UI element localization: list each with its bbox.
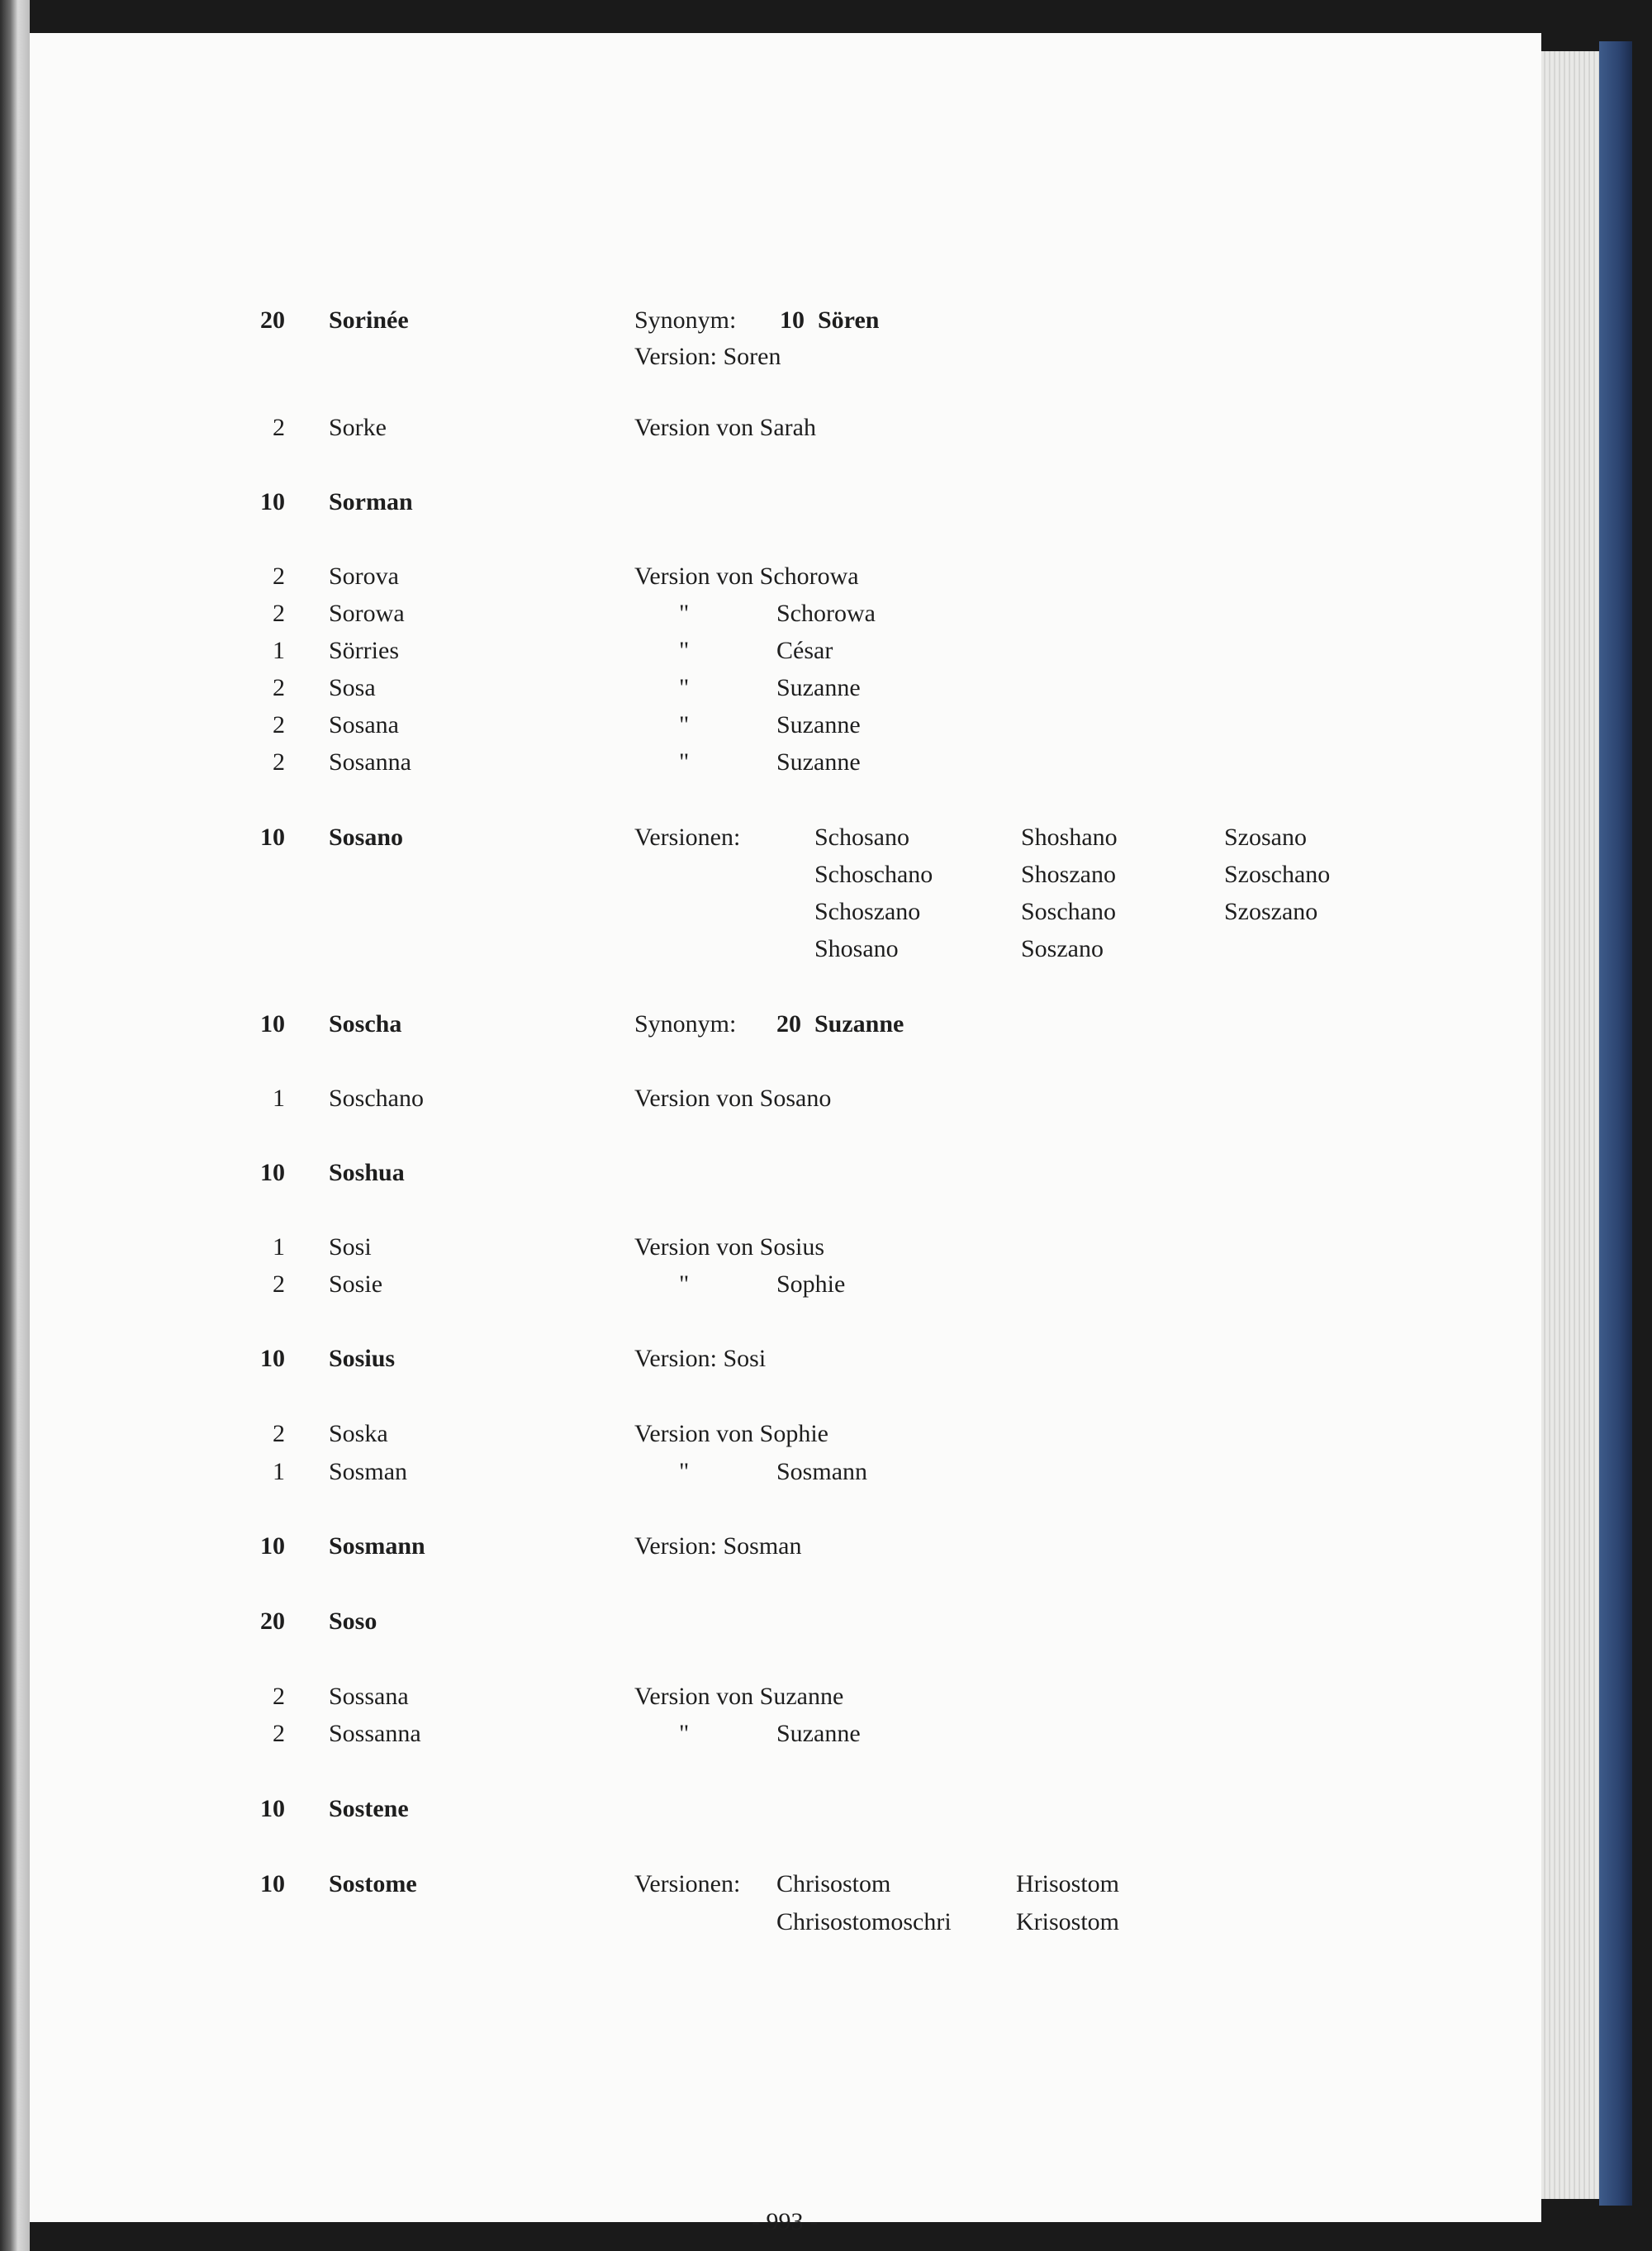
entry-row	[0, 1605, 1652, 1638]
ditto-mark: "	[679, 711, 690, 738]
entry-row	[0, 1231, 1652, 1264]
entry-reference: Schorowa	[776, 600, 876, 627]
entry-row	[0, 1418, 1652, 1451]
entry-reference: Suzanne	[776, 1720, 861, 1747]
version-item: Chrisostomoschri	[776, 1908, 952, 1935]
entry-info: Version von Sophie	[634, 1420, 828, 1447]
entry-reference: Suzanne	[776, 674, 861, 701]
synonym-label: Synonym:	[634, 306, 737, 334]
entry-number: 10	[260, 1795, 285, 1822]
entry-number: 2	[273, 1420, 285, 1447]
entry-row	[0, 486, 1652, 519]
entry-number: 2	[273, 1683, 285, 1710]
entry-name: Soschano	[329, 1085, 424, 1112]
entry-name: Sosi	[329, 1233, 372, 1261]
entry-name: Sorinée	[329, 306, 409, 334]
entry-name: Sorke	[329, 414, 387, 441]
entry-name: Sosanna	[329, 748, 411, 776]
versions-row	[0, 895, 1652, 928]
entry-row	[0, 1680, 1652, 1713]
entry-number: 1	[273, 637, 285, 664]
entry-name: Sosmann	[329, 1532, 425, 1560]
entry-name: Sossana	[329, 1683, 409, 1710]
entry-number: 1	[273, 1458, 285, 1485]
versions-row	[0, 1906, 1652, 1939]
entry-row	[0, 1530, 1652, 1563]
versions-label: Versionen:	[634, 1870, 741, 1897]
entry-number: 2	[273, 748, 285, 776]
entry-row	[0, 304, 1652, 337]
version-item: Soszano	[1021, 935, 1104, 962]
entry-row	[0, 1268, 1652, 1301]
entry-row	[0, 1082, 1652, 1115]
entry-number: 2	[273, 600, 285, 627]
entry-info: Version von Schorowa	[634, 563, 859, 590]
version-item: Szoschano	[1224, 861, 1331, 888]
entry-row	[0, 597, 1652, 630]
entry-number: 10	[260, 824, 285, 851]
entry-row	[0, 1008, 1652, 1041]
synonym-number: 10	[780, 306, 805, 334]
entry-name: Sorowa	[329, 600, 405, 627]
entry-number: 2	[273, 1270, 285, 1298]
version-item: Krisostom	[1016, 1908, 1120, 1935]
entry-row	[0, 1156, 1652, 1190]
entry-row	[0, 560, 1652, 593]
entry-number: 10	[260, 1159, 285, 1186]
entry-name: Sorova	[329, 563, 399, 590]
entry-number: 10	[260, 1532, 285, 1560]
entry-name: Sosie	[329, 1270, 383, 1298]
entry-number: 2	[273, 563, 285, 590]
version-text: Version: Soren	[634, 343, 781, 370]
entry-row-continuation	[0, 340, 1652, 373]
ditto-mark: "	[679, 1270, 690, 1298]
entry-info: Version von Suzanne	[634, 1683, 844, 1710]
entry-row	[0, 1717, 1652, 1750]
entry-row	[0, 672, 1652, 705]
entry-info: Version von Sosius	[634, 1233, 825, 1261]
entry-name: Sostome	[329, 1870, 417, 1897]
version-item: Szosano	[1224, 824, 1307, 851]
entry-reference: Suzanne	[776, 748, 861, 776]
entry-row	[0, 1868, 1652, 1901]
versions-label: Versionen:	[634, 824, 741, 851]
entry-name: Sostene	[329, 1795, 409, 1822]
synonym-name: Sören	[818, 306, 880, 334]
version-item: Chrisostom	[776, 1870, 891, 1897]
entry-number: 20	[260, 306, 285, 334]
entry-row	[0, 1342, 1652, 1375]
entry-reference: Sophie	[776, 1270, 846, 1298]
entry-name: Sosa	[329, 674, 376, 701]
entry-row	[0, 821, 1652, 854]
entry-reference: César	[776, 637, 833, 664]
entry-name: Soshua	[329, 1159, 405, 1186]
version-item: Shoshano	[1021, 824, 1118, 851]
entry-number: 2	[273, 1720, 285, 1747]
version-item: Schosano	[814, 824, 909, 851]
entry-row	[0, 746, 1652, 779]
version-item: Szoszano	[1224, 898, 1318, 925]
entry-number: 10	[260, 1345, 285, 1372]
entry-name: Soscha	[329, 1010, 402, 1038]
version-item: Schoschano	[814, 861, 933, 888]
page-number	[0, 2206, 1569, 2239]
synonym-name: Suzanne	[814, 1010, 904, 1038]
synonym-label: Synonym:	[634, 1010, 737, 1038]
ditto-mark: "	[679, 600, 690, 627]
entry-name: Sorman	[329, 488, 413, 515]
version-item: Shoszano	[1021, 861, 1116, 888]
entry-name: Soska	[329, 1420, 388, 1447]
entry-name: Sosman	[329, 1458, 408, 1485]
entry-row	[0, 1793, 1652, 1826]
entry-number: 1	[273, 1233, 285, 1261]
entry-row	[0, 634, 1652, 667]
entry-name: Sossanna	[329, 1720, 421, 1747]
entry-number: 2	[273, 711, 285, 738]
entry-info: Version von Sarah	[634, 414, 816, 441]
entry-reference: Suzanne	[776, 711, 861, 738]
ditto-mark: "	[679, 637, 690, 664]
versions-row	[0, 858, 1652, 891]
entry-number: 10	[260, 488, 285, 515]
version-item: Schoszano	[814, 898, 921, 925]
entry-number: 10	[260, 1010, 285, 1038]
ditto-mark: "	[679, 1720, 690, 1747]
entry-name: Sosius	[329, 1345, 396, 1372]
ditto-mark: "	[679, 748, 690, 776]
ditto-mark: "	[679, 674, 690, 701]
entry-number: 20	[260, 1608, 285, 1635]
version-item: Hrisostom	[1016, 1870, 1120, 1897]
page-number-text: - 993 -	[752, 2208, 818, 2235]
entry-row	[0, 411, 1652, 444]
ditto-mark: "	[679, 1458, 690, 1485]
version-item: Shosano	[814, 935, 899, 962]
entry-name: Sosano	[329, 824, 404, 851]
entry-reference: Sosmann	[776, 1458, 868, 1485]
entry-number: 2	[273, 674, 285, 701]
entry-number: 10	[260, 1870, 285, 1897]
entry-number: 2	[273, 414, 285, 441]
versions-row	[0, 933, 1652, 966]
entry-info: Version: Sosi	[634, 1345, 767, 1372]
entry-row	[0, 709, 1652, 742]
entry-info: Version: Sosman	[634, 1532, 802, 1560]
synonym-number: 20	[776, 1010, 801, 1038]
entry-info: Version von Sosano	[634, 1085, 832, 1112]
entry-number: 1	[273, 1085, 285, 1112]
entry-row	[0, 1456, 1652, 1489]
version-item: Soschano	[1021, 898, 1116, 925]
entry-name: Sosana	[329, 711, 399, 738]
entry-name: Soso	[329, 1608, 377, 1635]
entry-name: Sörries	[329, 637, 399, 664]
